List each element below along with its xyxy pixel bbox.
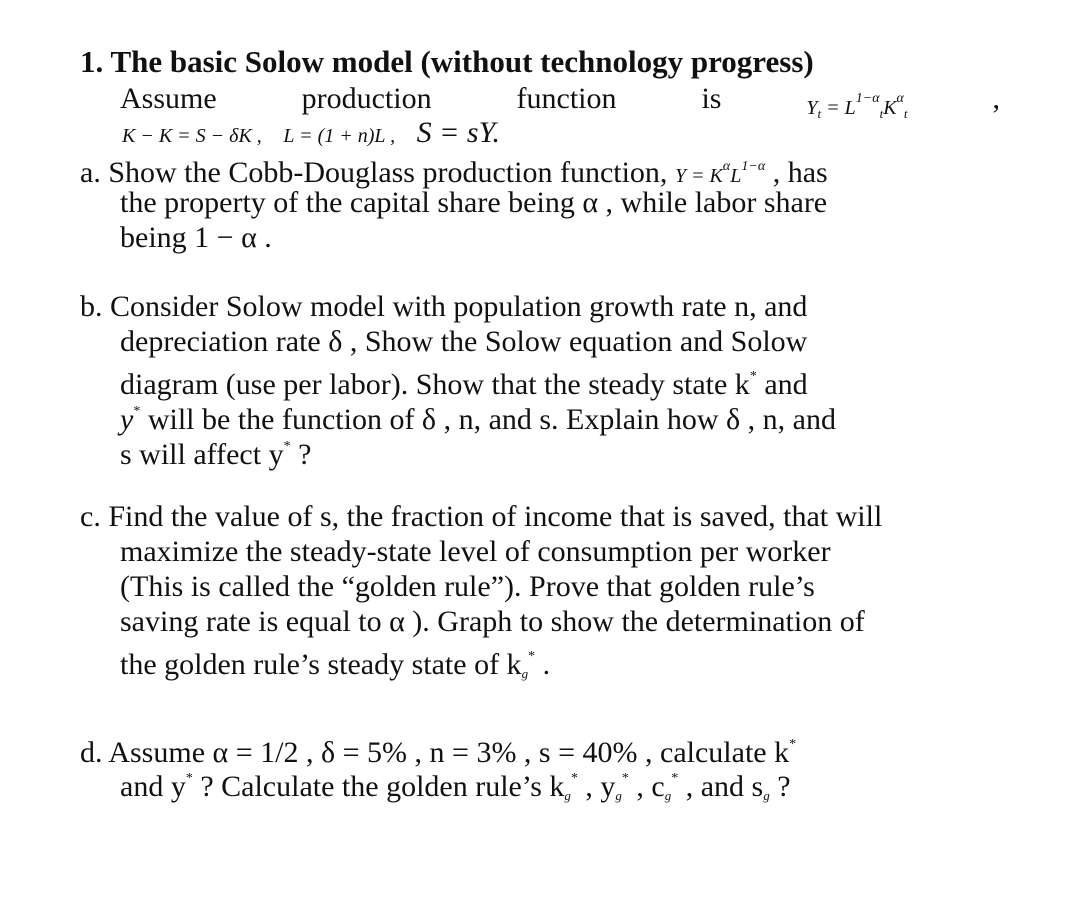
part-a-line-3: being 1 − α . [120, 221, 272, 254]
part-a-line-1: a. Show the Cobb-Douglass production function, $Y = K^\alpha L^{1-\alpha}$ , has [80, 156, 828, 189]
part-b-line-2: depreciation rate δ , Show the Solow equation and Solow [120, 325, 808, 358]
part-d-line-2: and y* ? Calculate the golden rule’s kg* , yg* , cg* , and sg ? [120, 770, 791, 803]
part-b-line-1: b. Consider Solow model with population growth rate n, and [80, 290, 808, 323]
intro-word-assume: Assume [120, 82, 217, 115]
labor-growth-equation: L = (1 + n)L , [283, 125, 396, 147]
part-a-line-2: the property of the capital share being α , while labor share [120, 186, 828, 219]
part-c-line-4: saving rate is equal to α ). Graph to show the determination of [120, 605, 865, 638]
part-d-line-1: d. Assume α = 1/2 , δ = 5% , n = 3% , s = 40% , calculate k* [80, 736, 797, 769]
part-b-line-5: s will affect y* ? [120, 438, 312, 471]
saving-equation: S = sY. [416, 116, 501, 149]
intro-line-2 [122, 116, 500, 153]
capital-accumulation-equation: K − K = S − δK , [122, 125, 262, 147]
intro-word-function: function [516, 82, 617, 115]
production-function-equation: $Y_t = L^{1-\alpha}_tK^\alpha_t$ [806, 91, 908, 121]
part-b-line-3: diagram (use per labor). Show that the steady state k* and [120, 368, 808, 401]
part-b-line-4: y* will be the function of δ , n, and s. Explain how δ , n, and [120, 403, 836, 436]
cobb-douglas-formula: $Y = K^\alpha L^{1-\alpha}$ [674, 159, 766, 187]
part-c-line-5: the golden rule’s steady state of kg* . [120, 648, 551, 681]
intro-comma: , [992, 82, 1000, 115]
intro-word-production: production [301, 82, 432, 115]
part-c-line-3: (This is called the “golden rule”). Prove that golden rule’s [120, 570, 815, 603]
question-title: 1. The basic Solow model (without technology progress) [80, 44, 814, 79]
part-c-line-2: maximize the steady-state level of consumption per worker [120, 535, 831, 568]
intro-word-is: is [701, 82, 722, 115]
part-c-line-1: c. Find the value of s, the fraction of income that is saved, that will [80, 500, 883, 533]
